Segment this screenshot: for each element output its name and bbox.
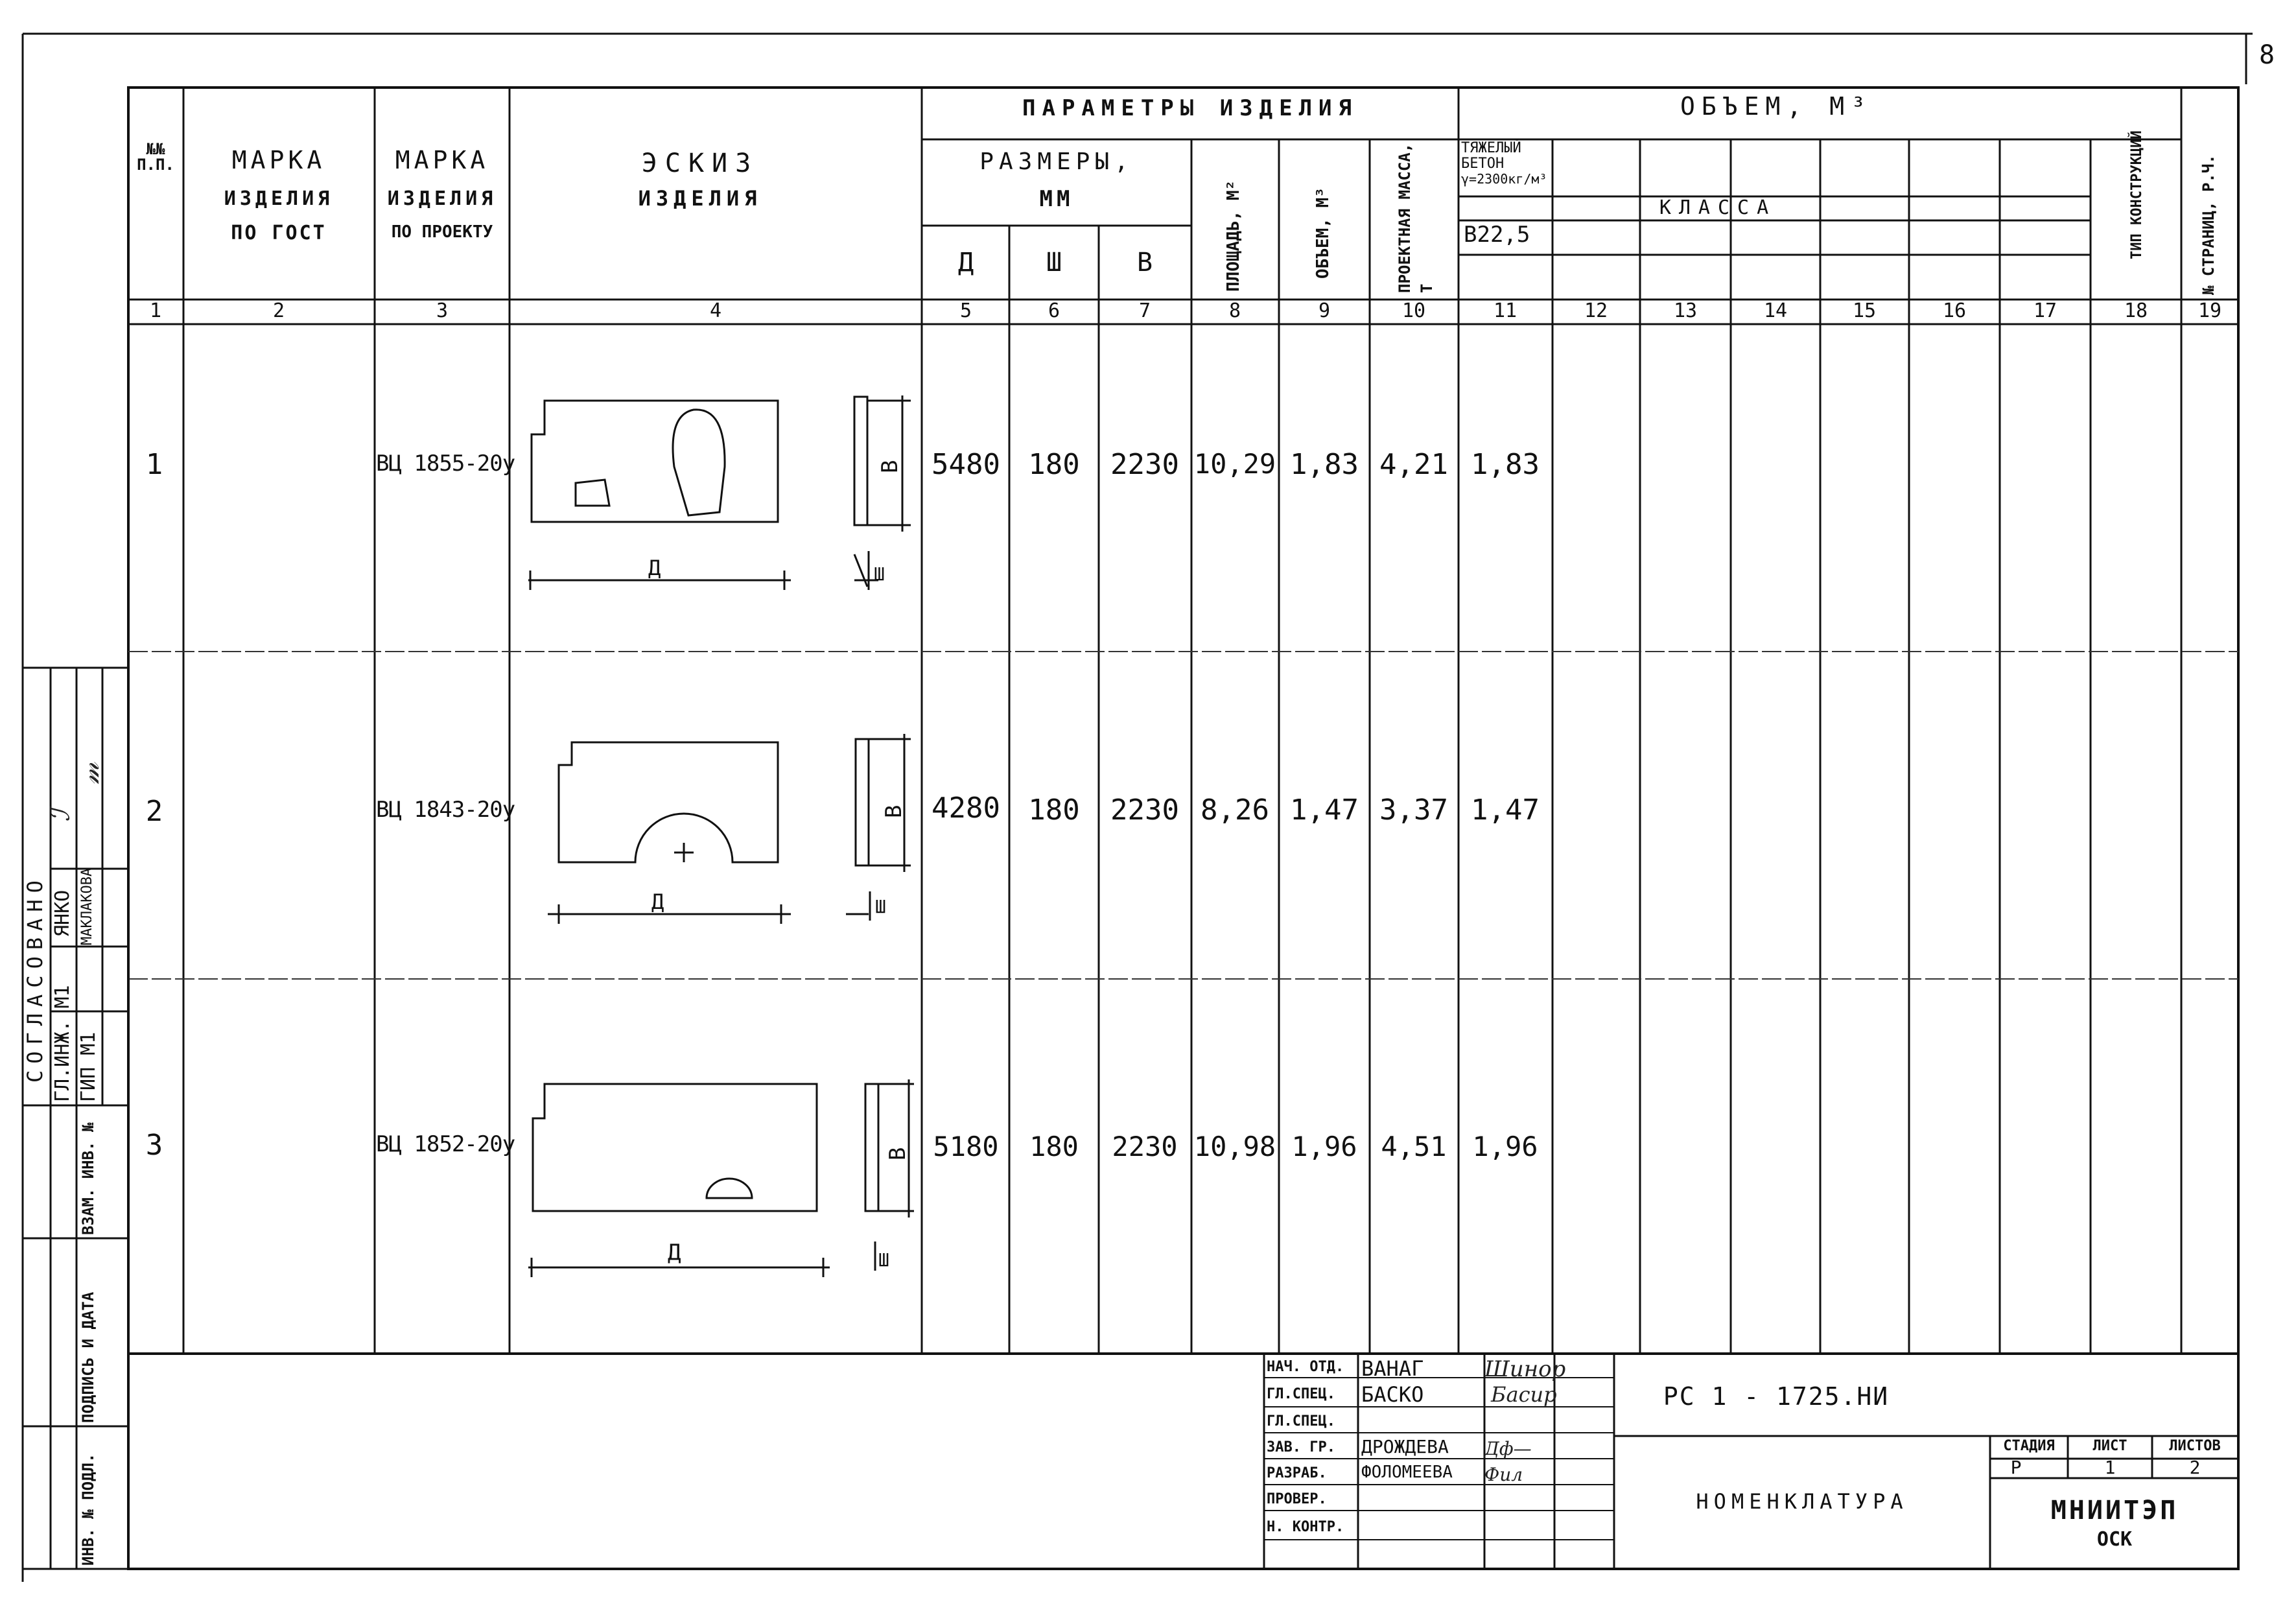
drawing-code: РС 1 - 1725.НИ [1663,1382,1890,1411]
row-1-vol: 1,83 [1290,448,1359,481]
row-3-mass: 4,51 [1381,1131,1447,1162]
row-2-mass: 3,37 [1379,794,1448,827]
col-gost-header-3: ПО ГОСТ [231,222,327,244]
sketch-1-label-d: Д [648,556,661,580]
row-1-d: 5480 [932,448,1000,481]
tb-role-5: РАЗРАБ. [1267,1465,1327,1481]
col-sh-header: Ш [1046,248,1062,277]
sizes-header-1: РАЗМЕРЫ, [979,148,1134,175]
row-1-num: 1 [145,448,163,481]
row-2-v: 2230 [1110,794,1179,827]
row-3-num: 3 [145,1129,163,1162]
tb-role-6: ПРОВЕР. [1267,1491,1327,1507]
row-3-vol: 1,96 [1291,1131,1357,1162]
col-number: 12 [1584,300,1608,322]
area-header: ПЛОЩАДЬ, М² [1224,180,1243,292]
sheet-corner-number: 8 [2259,40,2275,70]
row-2-sh: 180 [1028,794,1080,827]
tb-role-4: ЗАВ. ГР. [1267,1439,1335,1455]
col-number: 14 [1763,300,1788,322]
row-3-b225: 1,96 [1472,1131,1538,1162]
row-3-sh: 180 [1029,1131,1079,1162]
tb-name-1: ВАНАГ [1361,1356,1424,1381]
col-d-header: Д [957,248,974,277]
row-3-area: 10,98 [1193,1131,1276,1162]
sketch-3-label-v: В [885,1147,911,1160]
class-b225: В22,5 [1464,222,1530,248]
row-1-area: 10,29 [1193,448,1276,480]
col-number: 9 [1318,300,1331,322]
mass-header: ПРОЕКТНАЯ МАССА, Т [1396,143,1436,293]
side-field-3: ИНВ. № ПОДЛ. [79,1453,97,1566]
stage-value: Р [2010,1457,2022,1478]
side-name-2: МАКЛАКОВА [79,867,95,945]
tb-role-3: ГЛ.СПЕЦ. [1267,1413,1335,1430]
col-proj-header-2: ИЗДЕЛИЯ [387,187,497,210]
klassa-label: КЛАССА [1659,196,1777,219]
col-number: 2 [272,300,285,322]
row-2-area: 8,26 [1201,794,1269,827]
heavy-concrete-2: БЕТОН [1461,156,1505,172]
col-number: 7 [1138,300,1151,322]
page-header: № СТРАНИЦ, Р.Ч. [2199,154,2218,295]
col-v-header: В [1136,248,1153,277]
col-number: 18 [2124,300,2148,322]
sketch-2-label-sh: Ш [875,896,886,917]
sketch-3 [528,1079,914,1277]
sketch-1 [528,395,911,590]
col-number: 4 [709,300,722,322]
sizes-header-2: ММ [1039,186,1074,212]
col-number: 3 [436,300,449,322]
org-name: МНИИТЭП [2050,1496,2179,1525]
side-signature-1: ℐ [45,809,76,822]
sketch-3-label-d: Д [668,1240,681,1265]
col-number: 19 [2197,300,2222,322]
heavy-concrete-3: γ=2300кг/м³ [1461,171,1547,187]
row-1-v: 2230 [1110,448,1179,481]
row-1-b225: 1,83 [1471,448,1540,481]
tb-role-1: НАЧ. ОТД. [1267,1359,1344,1375]
side-role-1: ГЛ.ИНЖ. М1 [51,985,74,1102]
col-number: 10 [1401,300,1426,322]
group-volume-label: ОБЪЕМ, М³ [1680,92,1872,121]
col-proj-header-3: ПО ПРОЕКТУ [391,222,493,242]
col-sketch-header-2: ИЗДЕЛИЯ [638,186,762,211]
side-signature-2: 𝓂 [75,762,105,784]
side-agreed-label: СОГЛАСОВАНО [23,874,47,1083]
row-1-proj-mark: ВЦ 1855-20у [376,451,515,477]
sketch-1-label-v: В [877,460,903,473]
col-number: 6 [1048,300,1060,322]
row-3-d: 5180 [933,1131,999,1162]
row-1-sh: 180 [1028,448,1080,481]
col-num-header: №№ П.П. [137,140,174,174]
row-2-b225: 1,47 [1471,794,1540,827]
sketch-2-label-d: Д [651,889,664,914]
sketch-1-label-sh: Ш [874,563,885,585]
tb-signature-1: Шинор [1484,1356,1566,1382]
tb-role-2: ГЛ.СПЕЦ. [1267,1386,1335,1402]
side-field-1: ВЗАМ. ИНВ. № [79,1122,97,1235]
tb-signature-4: Фил [1484,1464,1523,1485]
row-1-mass: 4,21 [1379,448,1448,481]
type-header: ТИП КОНСТРУКЦИЙ [2129,130,2145,259]
col-proj-header-1: МАРКА [395,146,489,174]
sketch-3-label-sh: Ш [878,1249,889,1271]
sheet-value: 1 [2104,1457,2116,1478]
tb-name-4: ДРОЖДЕВА [1361,1436,1449,1457]
tb-name-5: ФОЛОМЕЕВА [1361,1463,1453,1482]
sketch-2 [548,734,911,924]
col-number: 13 [1673,300,1698,322]
group-params-label: ПАРАМЕТРЫ ИЗДЕЛИЯ [1022,95,1358,121]
col-sketch-header-1: ЭСКИЗ [641,148,759,178]
tb-signature-2: Басир [1491,1382,1557,1407]
volume-header: ОБЪЕМ, М³ [1313,187,1333,279]
col-number: 11 [1493,300,1517,322]
side-role-2: ГИП М1 [77,1031,100,1102]
drawing-title: НОМЕНКЛАТУРА [1696,1489,1908,1514]
sheets-label: ЛИСТОВ [2169,1438,2221,1454]
sheets-value: 2 [2189,1457,2201,1478]
tb-signature-3: Дф— [1484,1438,1532,1459]
row-3-v: 2230 [1112,1131,1178,1162]
col-number: 17 [2033,300,2057,322]
org-sub: ОСК [2096,1528,2133,1551]
col-gost-header-2: ИЗДЕЛИЯ [224,187,334,210]
tb-role-7: Н. КОНТР. [1267,1519,1344,1535]
tb-name-2: БАСКО [1361,1382,1424,1407]
col-number: 16 [1942,300,1967,322]
col-gost-header-1: МАРКА [231,146,326,174]
side-name-1: ЯНКО [51,889,74,937]
row-2-num: 2 [145,795,163,828]
sheet-label: ЛИСТ [2092,1438,2127,1454]
stage-label: СТАДИЯ [2003,1438,2055,1454]
sketch-2-label-v: В [881,805,907,818]
row-2-vol: 1,47 [1290,794,1359,827]
col-number: 15 [1852,300,1877,322]
row-2-proj-mark: ВЦ 1843-20у [376,797,515,823]
col-number: 8 [1228,300,1241,322]
row-2-d: 4280 [932,792,1000,825]
col-number: 5 [959,300,972,322]
row-3-proj-mark: ВЦ 1852-20у [376,1131,515,1157]
col-number: 1 [149,300,162,322]
heavy-concrete-1: ТЯЖЕЛЫЙ [1461,140,1521,156]
side-field-2: ПОДПИСЬ И ДАТА [79,1291,97,1423]
